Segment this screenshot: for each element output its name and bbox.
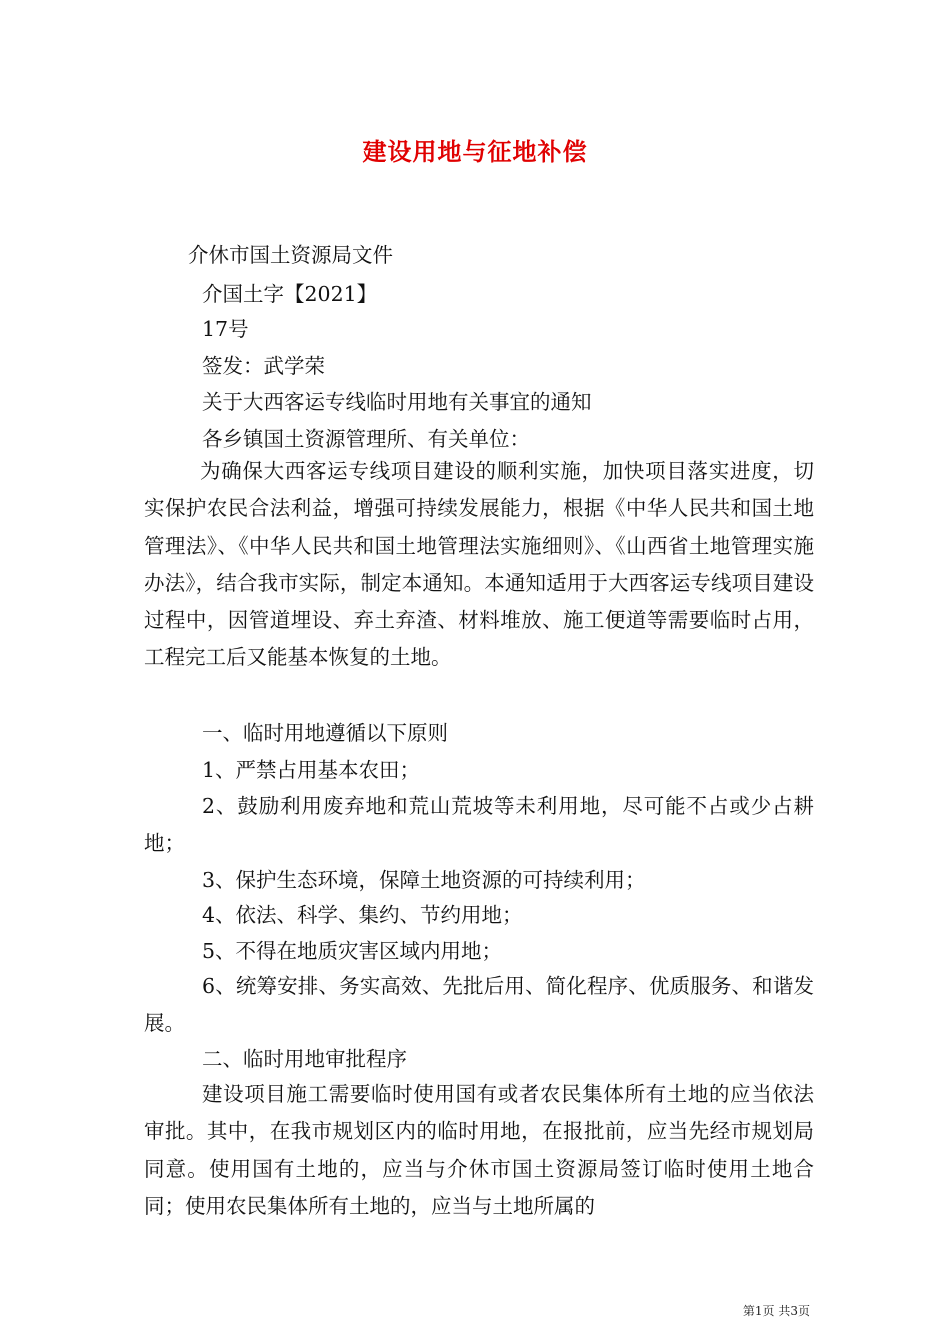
signer-line: 签发：武学荣 bbox=[202, 354, 325, 378]
intro-paragraph: 为确保大西客运专线项目建设的顺利实施，加快项目落实进度，切实保护农民合法利益，增强可持续发展能力，根据《中华人民共和国土地管理法》、《中华人民共和国土地管理法实施细则》、《山西省土地管理实施办法》，结合我市实际，制定本通知。本通知适用于大西客运专线项目建设过程中，因管道埋设、弃土弃渣、材料堆放、施工便道等需要临时占用，工程完工后又能基本恢复的土地。 bbox=[144, 459, 814, 670]
principle-item-5: 5、不得在地质灾害区域内用地； bbox=[202, 939, 503, 963]
section2-heading: 二、临时用地审批程序 bbox=[202, 1047, 407, 1071]
doc-number-line: 介国土字【2021】 bbox=[202, 282, 378, 306]
page-footer: 第1页 共3页 bbox=[742, 1304, 810, 1318]
principle-item-3: 3、保护生态环境，保障土地资源的可持续利用； bbox=[202, 868, 646, 892]
principle-item-6: 6、统筹安排、务实高效、先批后用、简化程序、优质服务、和谐发展。 bbox=[144, 974, 814, 1036]
subject-line: 关于大西客运专线临时用地有关事宜的通知 bbox=[202, 390, 592, 414]
issuer-line: 介休市国土资源局文件 bbox=[188, 243, 393, 267]
principle-item-4: 4、依法、科学、集约、节约用地； bbox=[202, 903, 523, 927]
recipients-line: 各乡镇国土资源管理所、有关单位： bbox=[202, 427, 530, 451]
principle-item-2: 2、鼓励利用废弃地和荒山荒坡等未利用地，尽可能不占或少占耕地； bbox=[144, 794, 814, 856]
issue-number-line: 17号 bbox=[202, 317, 249, 341]
section1-heading: 一、临时用地遵循以下原则 bbox=[202, 721, 448, 745]
document-title: 建设用地与征地补偿 bbox=[362, 137, 588, 166]
section2-paragraph: 建设项目施工需要临时使用国有或者农民集体所有土地的应当依法审批。其中，在我市规划区内的临时用地，在报批前，应当先经市规划局同意。使用国有土地的，应当与介休市国土资源局签订临时使用土地合同；使用农民集体所有土地的，应当与土地所属的 bbox=[144, 1082, 814, 1218]
principle-item-1: 1、严禁占用基本农田； bbox=[202, 758, 421, 782]
